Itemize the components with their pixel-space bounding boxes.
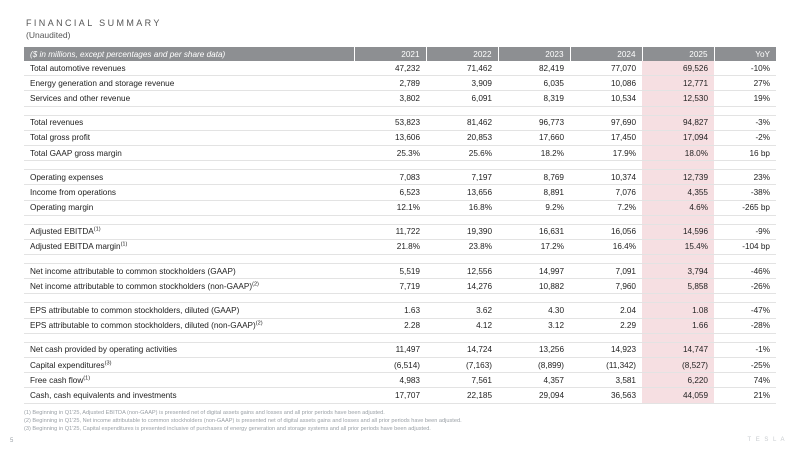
cell-2021	[354, 106, 426, 115]
cell-2022	[426, 255, 498, 264]
cell-2025: 14,596	[642, 224, 714, 239]
cell-2023	[498, 215, 570, 224]
table-spacer-row	[24, 255, 776, 264]
cell-2025: 6,220	[642, 373, 714, 388]
cell-YoY: -2%	[714, 130, 776, 145]
column-header-2025: 2025	[642, 47, 714, 61]
table-row	[24, 61, 776, 76]
row-label: Free cash flow$^{(1)}$	[24, 373, 354, 388]
cell-2021: 11,497	[354, 342, 426, 357]
row-label: Cash, cash equivalents and investments	[24, 388, 354, 403]
cell-2025: 12,771	[642, 76, 714, 91]
cell-2024: 16,056	[570, 224, 642, 239]
table-header-row	[24, 47, 776, 61]
page-subtitle: (Unaudited)	[26, 30, 71, 40]
cell-2024	[570, 333, 642, 342]
column-header-yoy: YoY	[714, 47, 776, 61]
cell-2021: 7,719	[354, 279, 426, 294]
cell-YoY: 19%	[714, 91, 776, 106]
cell-YoY: 27%	[714, 76, 776, 91]
table-row	[24, 264, 776, 279]
cell-2024	[570, 106, 642, 115]
table-row	[24, 200, 776, 215]
cell-2024: 97,690	[570, 115, 642, 130]
cell-2021: 47,232	[354, 61, 426, 76]
cell-2023: 18.2%	[498, 145, 570, 160]
cell-YoY: -25%	[714, 358, 776, 373]
table-row	[24, 76, 776, 91]
cell-2023: 14,997	[498, 264, 570, 279]
cell-2023: 3.12	[498, 318, 570, 333]
cell-2025: 1.08	[642, 303, 714, 318]
financial-summary-table	[24, 47, 776, 404]
table-row	[24, 358, 776, 373]
cell-2023	[498, 255, 570, 264]
table-row	[24, 91, 776, 106]
cell-2022: (7,163)	[426, 358, 498, 373]
cell-2021: 12.1%	[354, 200, 426, 215]
cell-2023: 13,256	[498, 342, 570, 357]
cell-2025: 69,526	[642, 61, 714, 76]
row-label: EPS attributable to common stockholders, diluted (GAAP)	[24, 303, 354, 318]
table-row	[24, 388, 776, 403]
cell-YoY: -9%	[714, 224, 776, 239]
table-row	[24, 224, 776, 239]
cell-YoY	[714, 255, 776, 264]
cell-2022: 7,561	[426, 373, 498, 388]
column-header-2021: 2021	[354, 47, 426, 61]
footnote-marker: (3)	[104, 359, 112, 366]
cell-2021: 17,707	[354, 388, 426, 403]
cell-2022: 81,462	[426, 115, 498, 130]
cell-2022	[426, 106, 498, 115]
cell-2022: 14,724	[426, 342, 498, 357]
cell-2022: 13,656	[426, 185, 498, 200]
cell-2025: 14,747	[642, 342, 714, 357]
cell-2022: 20,853	[426, 130, 498, 145]
cell-2023	[498, 333, 570, 342]
cell-2025: 4,355	[642, 185, 714, 200]
cell-2023: 17.2%	[498, 239, 570, 254]
cell-2025: 5,858	[642, 279, 714, 294]
cell-2023: 4.30	[498, 303, 570, 318]
cell-2023	[498, 106, 570, 115]
cell-2022: 3.62	[426, 303, 498, 318]
row-label: Total gross profit	[24, 130, 354, 145]
cell-2025: (8,527)	[642, 358, 714, 373]
table-row	[24, 130, 776, 145]
cell-2024: 7,960	[570, 279, 642, 294]
cell-2024: 7,091	[570, 264, 642, 279]
cell-YoY: -46%	[714, 264, 776, 279]
cell-2025: 12,739	[642, 170, 714, 185]
row-label	[24, 294, 354, 303]
row-label: Net cash provided by operating activities	[24, 342, 354, 357]
cell-YoY: -10%	[714, 61, 776, 76]
cell-2025	[642, 215, 714, 224]
cell-2021: 7,083	[354, 170, 426, 185]
cell-2023: 8,319	[498, 91, 570, 106]
cell-2025: 17,094	[642, 130, 714, 145]
cell-2021: 5,519	[354, 264, 426, 279]
row-label: Adjusted EBITDA$^{(1)}$	[24, 224, 354, 239]
cell-2024: 7.2%	[570, 200, 642, 215]
cell-2021	[354, 294, 426, 303]
cell-2022	[426, 333, 498, 342]
row-label: Services and other revenue	[24, 91, 354, 106]
cell-2025	[642, 333, 714, 342]
row-label: Income from operations	[24, 185, 354, 200]
cell-YoY	[714, 106, 776, 115]
cell-2024: 17.9%	[570, 145, 642, 160]
row-label: Total automotive revenues	[24, 61, 354, 76]
cell-YoY: -47%	[714, 303, 776, 318]
table-row	[24, 239, 776, 254]
cell-YoY: -1%	[714, 342, 776, 357]
table-body	[24, 61, 776, 403]
cell-2022	[426, 215, 498, 224]
table-header	[24, 47, 776, 61]
cell-YoY	[714, 215, 776, 224]
cell-2023: 4,357	[498, 373, 570, 388]
cell-2021: 6,523	[354, 185, 426, 200]
cell-YoY: -38%	[714, 185, 776, 200]
column-header-2024: 2024	[570, 47, 642, 61]
cell-2023: 17,660	[498, 130, 570, 145]
cell-2022: 7,197	[426, 170, 498, 185]
cell-YoY: 23%	[714, 170, 776, 185]
table-spacer-row	[24, 106, 776, 115]
cell-2022	[426, 294, 498, 303]
row-label	[24, 255, 354, 264]
cell-2024: 3,581	[570, 373, 642, 388]
table-row	[24, 115, 776, 130]
cell-YoY: 16 bp	[714, 145, 776, 160]
cell-2024: 10,374	[570, 170, 642, 185]
cell-2021: 2.28	[354, 318, 426, 333]
row-label	[24, 215, 354, 224]
row-label: Operating expenses	[24, 170, 354, 185]
table-spacer-row	[24, 215, 776, 224]
cell-YoY: -26%	[714, 279, 776, 294]
cell-YoY: 21%	[714, 388, 776, 403]
table-spacer-row	[24, 161, 776, 170]
cell-2024: 10,534	[570, 91, 642, 106]
cell-2023: 9.2%	[498, 200, 570, 215]
cell-YoY	[714, 333, 776, 342]
cell-2024: 16.4%	[570, 239, 642, 254]
cell-2022: 14,276	[426, 279, 498, 294]
page-number: 5	[10, 438, 14, 444]
cell-2023	[498, 294, 570, 303]
row-label: Operating margin	[24, 200, 354, 215]
cell-2021: 4,983	[354, 373, 426, 388]
table-row	[24, 185, 776, 200]
cell-2022: 23.8%	[426, 239, 498, 254]
row-label: Total GAAP gross margin	[24, 145, 354, 160]
cell-2021: 13,606	[354, 130, 426, 145]
cell-2023: 96,773	[498, 115, 570, 130]
cell-2021: 2,789	[354, 76, 426, 91]
table-spacer-row	[24, 294, 776, 303]
cell-2021: 25.3%	[354, 145, 426, 160]
footnote-3: (3) Beginning in Q1'25, Capital expenditures is presented inclusive of purchases of energy generation and storage systems and all prior periods have been adjusted.	[24, 426, 431, 433]
cell-2023: 6,035	[498, 76, 570, 91]
cell-2022: 3,909	[426, 76, 498, 91]
page-title: FINANCIAL SUMMARY	[26, 18, 162, 28]
column-header-2022: 2022	[426, 47, 498, 61]
cell-2022: 4.12	[426, 318, 498, 333]
cell-2024: 77,070	[570, 61, 642, 76]
column-header-2023: 2023	[498, 47, 570, 61]
cell-2023: 8,769	[498, 170, 570, 185]
footnote-marker: (2)	[252, 281, 259, 288]
table-row	[24, 170, 776, 185]
cell-2022: 25.6%	[426, 145, 498, 160]
cell-2021: 21.8%	[354, 239, 426, 254]
cell-2024: 2.29	[570, 318, 642, 333]
cell-2025	[642, 161, 714, 170]
footnote-1: (1) Beginning in Q1'25, Adjusted EBITDA (non-GAAP) is presented net of digital assets gains and losses and all prior periods have been adjusted.	[24, 409, 385, 416]
cell-2022: 6,091	[426, 91, 498, 106]
cell-2022	[426, 161, 498, 170]
row-label: Adjusted EBITDA margin$^{(1)}$	[24, 239, 354, 254]
cell-2022: 12,556	[426, 264, 498, 279]
cell-2023: 29,094	[498, 388, 570, 403]
cell-2025: 12,530	[642, 91, 714, 106]
cell-2025: 1.66	[642, 318, 714, 333]
footnote-marker: (2)	[255, 320, 263, 327]
cell-2022: 22,185	[426, 388, 498, 403]
cell-2021	[354, 255, 426, 264]
cell-2023: (8,899)	[498, 358, 570, 373]
footnote-2: (2) Beginning in Q1'25, Net income attributable to common stockholders (non-GAAP) is presented net of digital assets gains and losses and all prior periods have been adjusted.	[24, 417, 462, 424]
row-label	[24, 106, 354, 115]
row-label	[24, 161, 354, 170]
cell-2025: 94,827	[642, 115, 714, 130]
cell-YoY: -3%	[714, 115, 776, 130]
cell-YoY	[714, 161, 776, 170]
cell-2021: 1.63	[354, 303, 426, 318]
cell-2024	[570, 294, 642, 303]
table-spacer-row	[24, 333, 776, 342]
cell-2025	[642, 106, 714, 115]
cell-2025: 4.6%	[642, 200, 714, 215]
table-row	[24, 145, 776, 160]
row-label: Net income attributable to common stockholders (non-GAAP)$^{(2)}$	[24, 279, 354, 294]
row-label: Energy generation and storage revenue	[24, 76, 354, 91]
cell-2024	[570, 215, 642, 224]
row-label: Total revenues	[24, 115, 354, 130]
cell-2021	[354, 333, 426, 342]
cell-2024: 14,923	[570, 342, 642, 357]
cell-2025: 18.0%	[642, 145, 714, 160]
footnote-marker: (1)	[83, 375, 91, 382]
table-row	[24, 342, 776, 357]
cell-YoY: -265 bp	[714, 200, 776, 215]
cell-2021: 3,802	[354, 91, 426, 106]
table-row	[24, 373, 776, 388]
cell-2021	[354, 215, 426, 224]
cell-2021: (6,514)	[354, 358, 426, 373]
cell-2023	[498, 161, 570, 170]
cell-2022: 71,462	[426, 61, 498, 76]
row-label: Capital expenditures$^{(3)}$	[24, 358, 354, 373]
table-row	[24, 318, 776, 333]
cell-2024: (11,342)	[570, 358, 642, 373]
cell-YoY	[714, 294, 776, 303]
cell-2025: 15.4%	[642, 239, 714, 254]
cell-YoY: -104 bp	[714, 239, 776, 254]
cell-2023: 10,882	[498, 279, 570, 294]
cell-2024: 2.04	[570, 303, 642, 318]
cell-YoY: -28%	[714, 318, 776, 333]
cell-2024: 36,563	[570, 388, 642, 403]
cell-YoY: 74%	[714, 373, 776, 388]
cell-2024: 10,086	[570, 76, 642, 91]
cell-2023: 82,419	[498, 61, 570, 76]
cell-2025: 3,794	[642, 264, 714, 279]
cell-2025	[642, 255, 714, 264]
cell-2024: 17,450	[570, 130, 642, 145]
cell-2025: 44,059	[642, 388, 714, 403]
cell-2021: 11,722	[354, 224, 426, 239]
cell-2024	[570, 161, 642, 170]
cell-2021	[354, 161, 426, 170]
cell-2022: 19,390	[426, 224, 498, 239]
cell-2024: 7,076	[570, 185, 642, 200]
cell-2021: 53,823	[354, 115, 426, 130]
cell-2023: 16,631	[498, 224, 570, 239]
table-row	[24, 279, 776, 294]
row-label: Net income attributable to common stockholders (GAAP)	[24, 264, 354, 279]
footnote-marker: (1)	[120, 241, 128, 248]
cell-2022: 16.8%	[426, 200, 498, 215]
column-header-units: ($ in millions, except percentages and per share data)	[24, 47, 354, 61]
row-label	[24, 333, 354, 342]
table-row	[24, 303, 776, 318]
cell-2024	[570, 255, 642, 264]
cell-2023: 8,891	[498, 185, 570, 200]
footnotes	[24, 409, 776, 434]
footnote-marker: (1)	[93, 226, 101, 233]
row-label: EPS attributable to common stockholders, diluted (non-GAAP)$^{(2)}$	[24, 318, 354, 333]
cell-2025	[642, 294, 714, 303]
brand-wordmark: T E S L A	[747, 437, 786, 443]
